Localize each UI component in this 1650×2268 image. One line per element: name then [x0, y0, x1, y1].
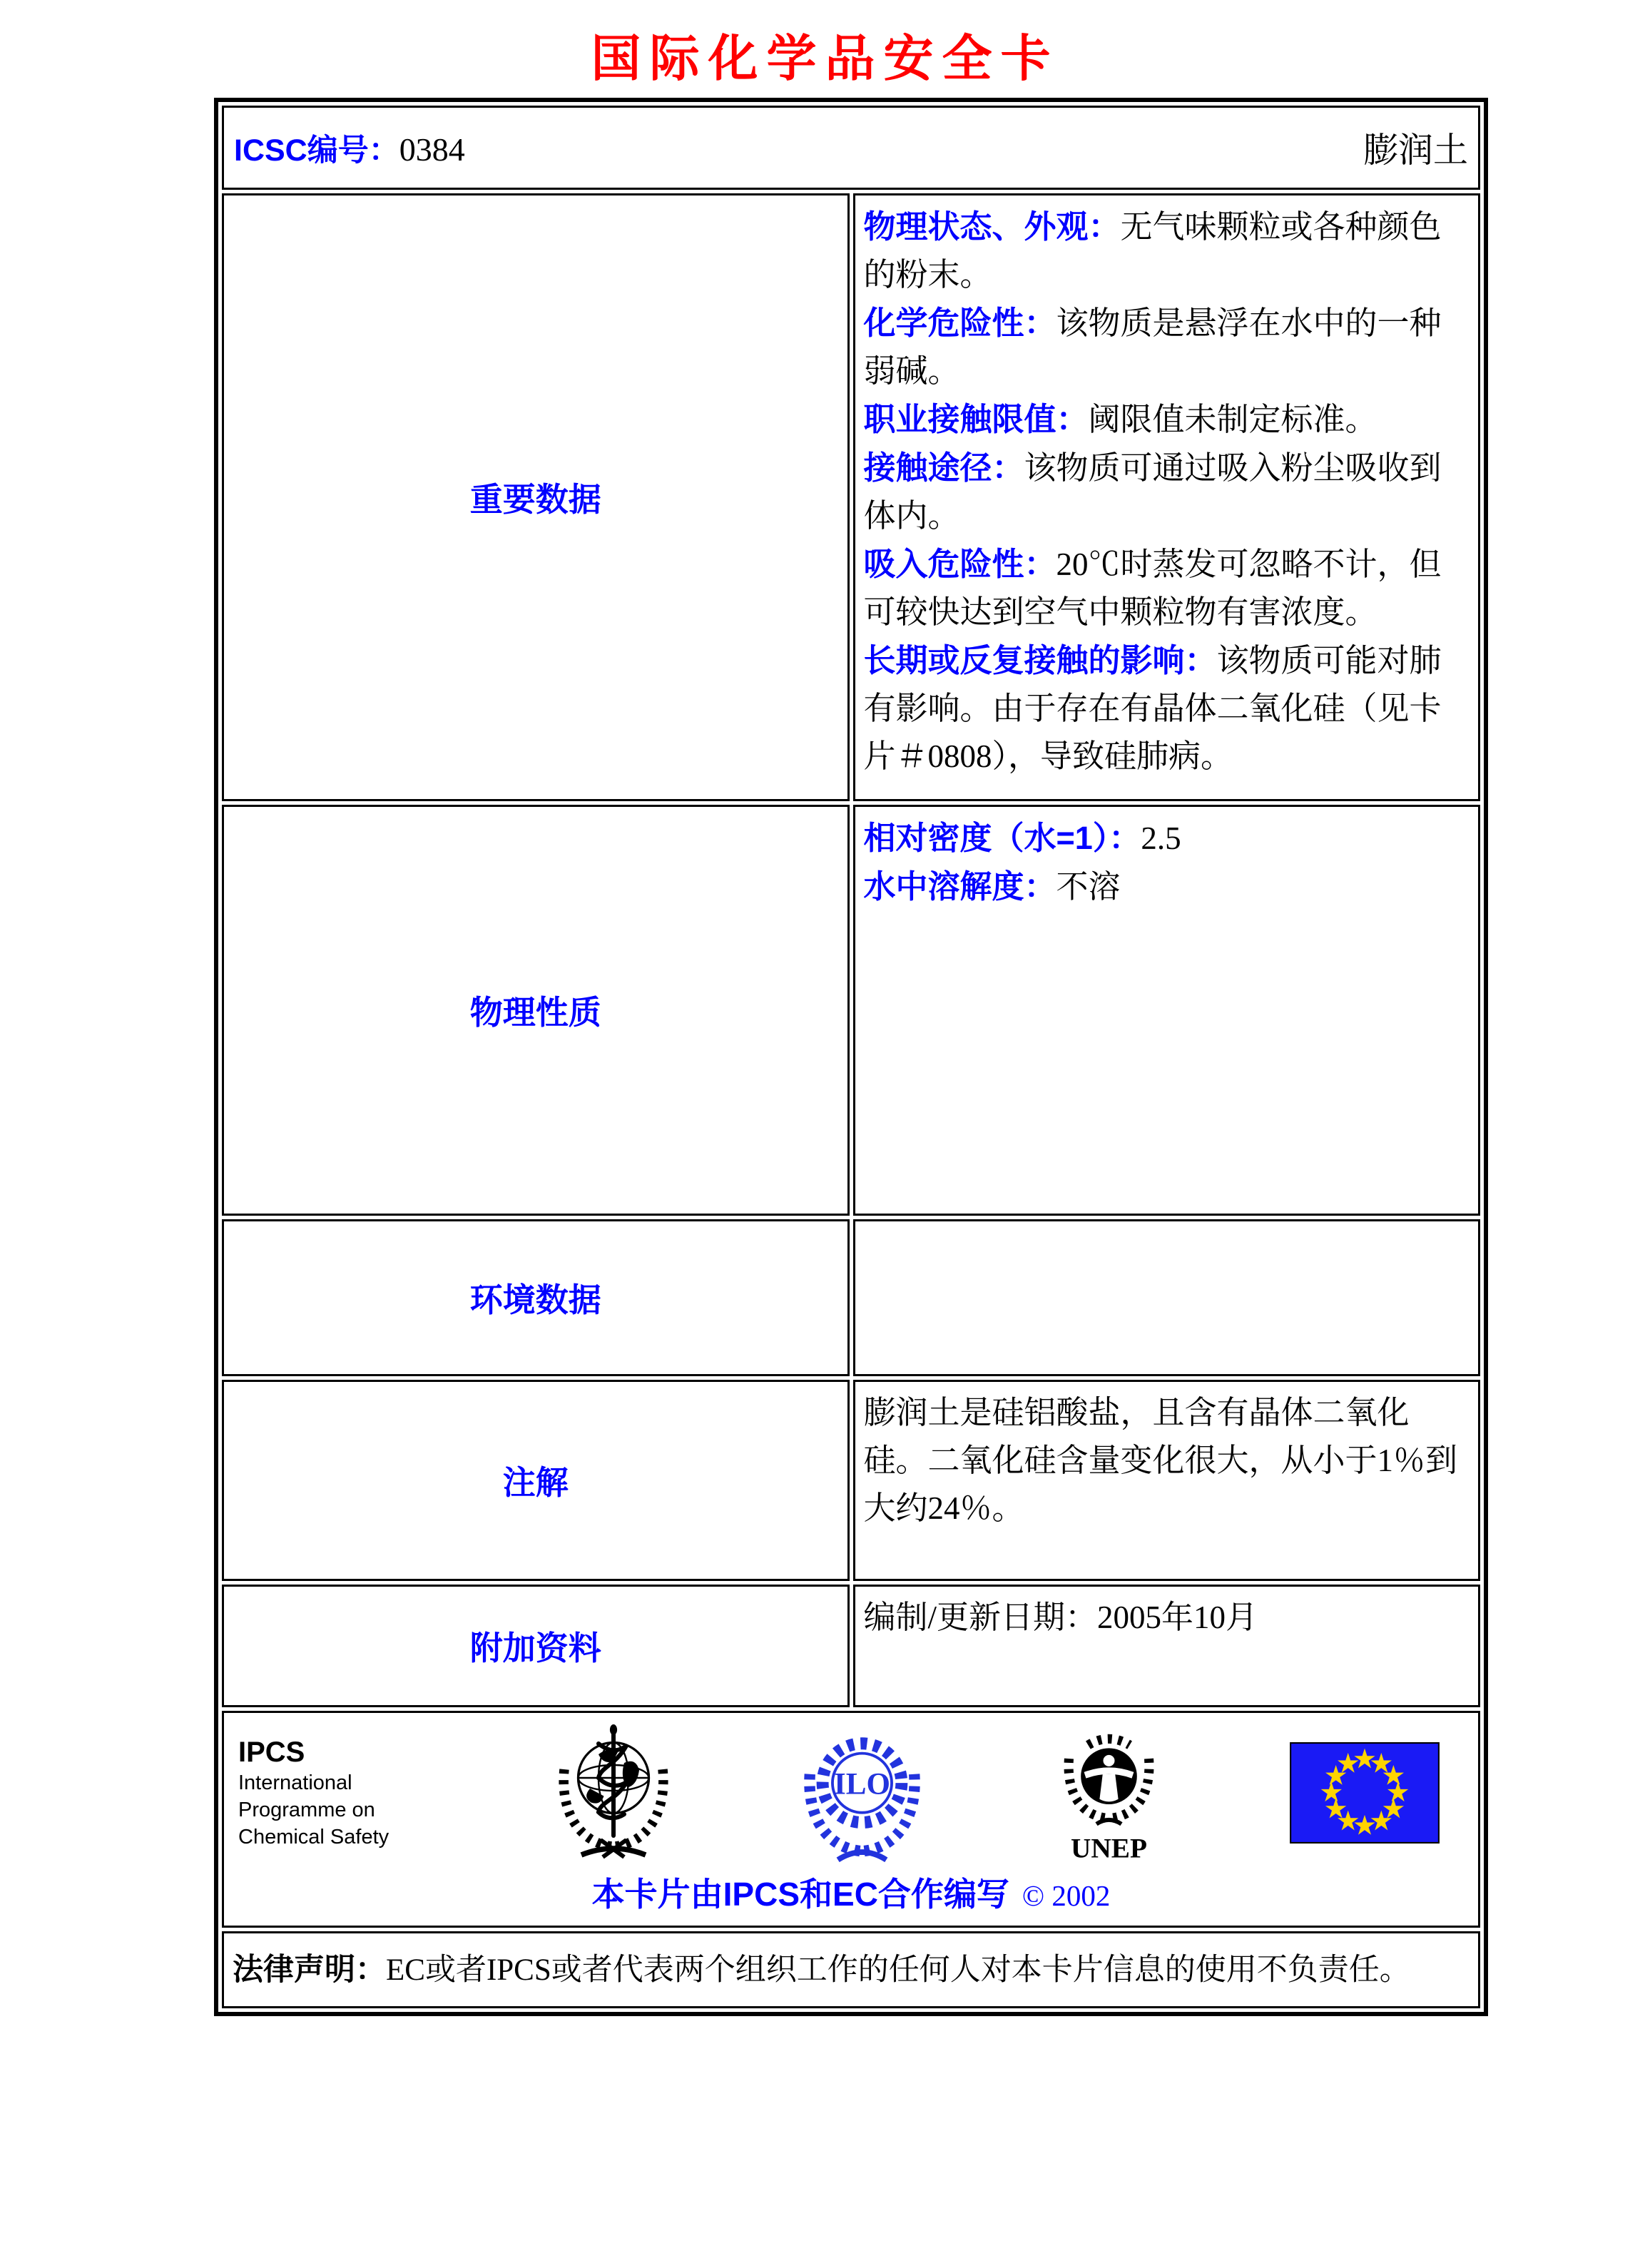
item-text: 阈限值未制定标准。: [1088, 402, 1377, 437]
item-text: 无气味颗粒或各种颜色的粉末。: [863, 209, 1442, 293]
legal-notice-row: [222, 1931, 1480, 2008]
important-item: [864, 636, 1470, 780]
eu-flag-icon: [1290, 1742, 1440, 1844]
section-label-notes: 注解: [502, 1464, 569, 1501]
section-label-important: 重要数据: [469, 481, 601, 518]
physical-properties-content-cell: [853, 805, 1481, 1216]
additional-info-row: [222, 1585, 1480, 1707]
organizations-cell: [222, 1711, 1480, 1928]
item-text: 该物质可能对肺有影响。由于存在有晶体二氧化硅（见卡片＃0808），导致硅肺病。: [863, 643, 1442, 774]
unep-label: UNEP: [1071, 1832, 1147, 1863]
item-label: 职业接触限值：: [863, 401, 1089, 437]
safety-card-table: [214, 98, 1488, 2016]
important-item: [864, 203, 1470, 299]
item-text: 不溶: [1056, 869, 1121, 905]
who-emblem-icon: [549, 1722, 678, 1863]
legal-notice-label: 法律声明：: [233, 1952, 386, 1987]
physical-item: [864, 814, 1470, 863]
copyright-text: © 2002: [1022, 1879, 1111, 1912]
unep-emblem-icon: [1046, 1722, 1171, 1863]
ipcs-line-1: International: [238, 1771, 352, 1794]
section-label-additional: 附加资料: [469, 1629, 601, 1667]
item-label: 物理状态、外观：: [863, 208, 1121, 245]
ipcs-line-3: Chemical Safety: [238, 1826, 389, 1849]
environmental-data-row: [222, 1219, 1480, 1376]
important-data-row: [222, 193, 1480, 801]
item-text: 该物质是悬浮在水中的一种弱碱。: [863, 305, 1442, 389]
additional-info-label-cell: [222, 1585, 850, 1707]
organizations-row: [222, 1711, 1480, 1928]
section-label-physical: 物理性质: [469, 994, 601, 1031]
additional-info-content-cell: [853, 1585, 1481, 1707]
physical-properties-row: [222, 805, 1480, 1216]
additional-info-text: 编制/更新日期：2005年10月: [863, 1600, 1258, 1635]
ilo-monogram: ILO: [834, 1767, 890, 1801]
item-text: 2.5: [1141, 820, 1181, 856]
icsc-number-label: ICSC编号：: [234, 133, 399, 168]
important-data-label-cell: [222, 193, 850, 801]
item-label: 化学危险性：: [863, 305, 1056, 341]
section-label-environment: 环境数据: [469, 1281, 601, 1318]
important-item: [864, 540, 1470, 636]
icsc-number-group: [234, 126, 465, 170]
item-label: 相对密度（水=1）：: [863, 820, 1141, 856]
logos-row: [231, 1719, 1471, 1864]
legal-notice-text: EC或者IPCS或者代表两个组织工作的任何人对本卡片信息的使用不负责任。: [386, 1953, 1410, 1987]
header-row: [222, 106, 1480, 190]
notes-label-cell: [222, 1380, 850, 1581]
item-text: 20℃时蒸发可忽略不计，但可较快达到空气中颗粒物有害浓度。: [863, 546, 1442, 630]
page-title: 国际化学品安全卡: [591, 31, 1059, 86]
physical-properties-label-cell: [222, 805, 850, 1216]
notes-text: 膨润土是硅铝酸盐，且含有晶体二氧化硅。二氧化硅含量变化很大，从小于1％到大约24％。: [863, 1395, 1458, 1526]
item-label: 水中溶解度：: [863, 868, 1056, 905]
substance-name: 膨润土: [1363, 131, 1468, 170]
important-data-content-cell: [853, 193, 1481, 801]
notes-row: [222, 1380, 1480, 1581]
ipcs-abbr: IPCS: [238, 1736, 305, 1768]
item-label: 长期或反复接触的影响：: [863, 642, 1217, 678]
item-text: 该物质可通过吸入粉尘吸收到体内。: [863, 450, 1442, 534]
credit-line: [231, 1868, 1471, 1916]
legal-notice-cell: [222, 1931, 1480, 2008]
header-cell: [222, 106, 1480, 190]
physical-item: [864, 863, 1470, 911]
icsc-number-value: 0384: [399, 131, 465, 168]
ipcs-line-2: Programme on: [238, 1799, 375, 1821]
important-item: [864, 299, 1470, 395]
item-label: 接触途径：: [863, 449, 1024, 486]
environmental-data-content-cell: [853, 1219, 1481, 1376]
notes-content-cell: [853, 1380, 1481, 1581]
ipcs-wordmark: [238, 1735, 431, 1851]
ilo-emblem-icon: [796, 1722, 928, 1864]
credit-text: 本卡片由IPCS和EC合作编写: [591, 1876, 1009, 1913]
important-item: [864, 395, 1470, 444]
important-item: [864, 444, 1470, 540]
environmental-data-label-cell: [222, 1219, 850, 1376]
item-label: 吸入危险性：: [863, 546, 1056, 582]
